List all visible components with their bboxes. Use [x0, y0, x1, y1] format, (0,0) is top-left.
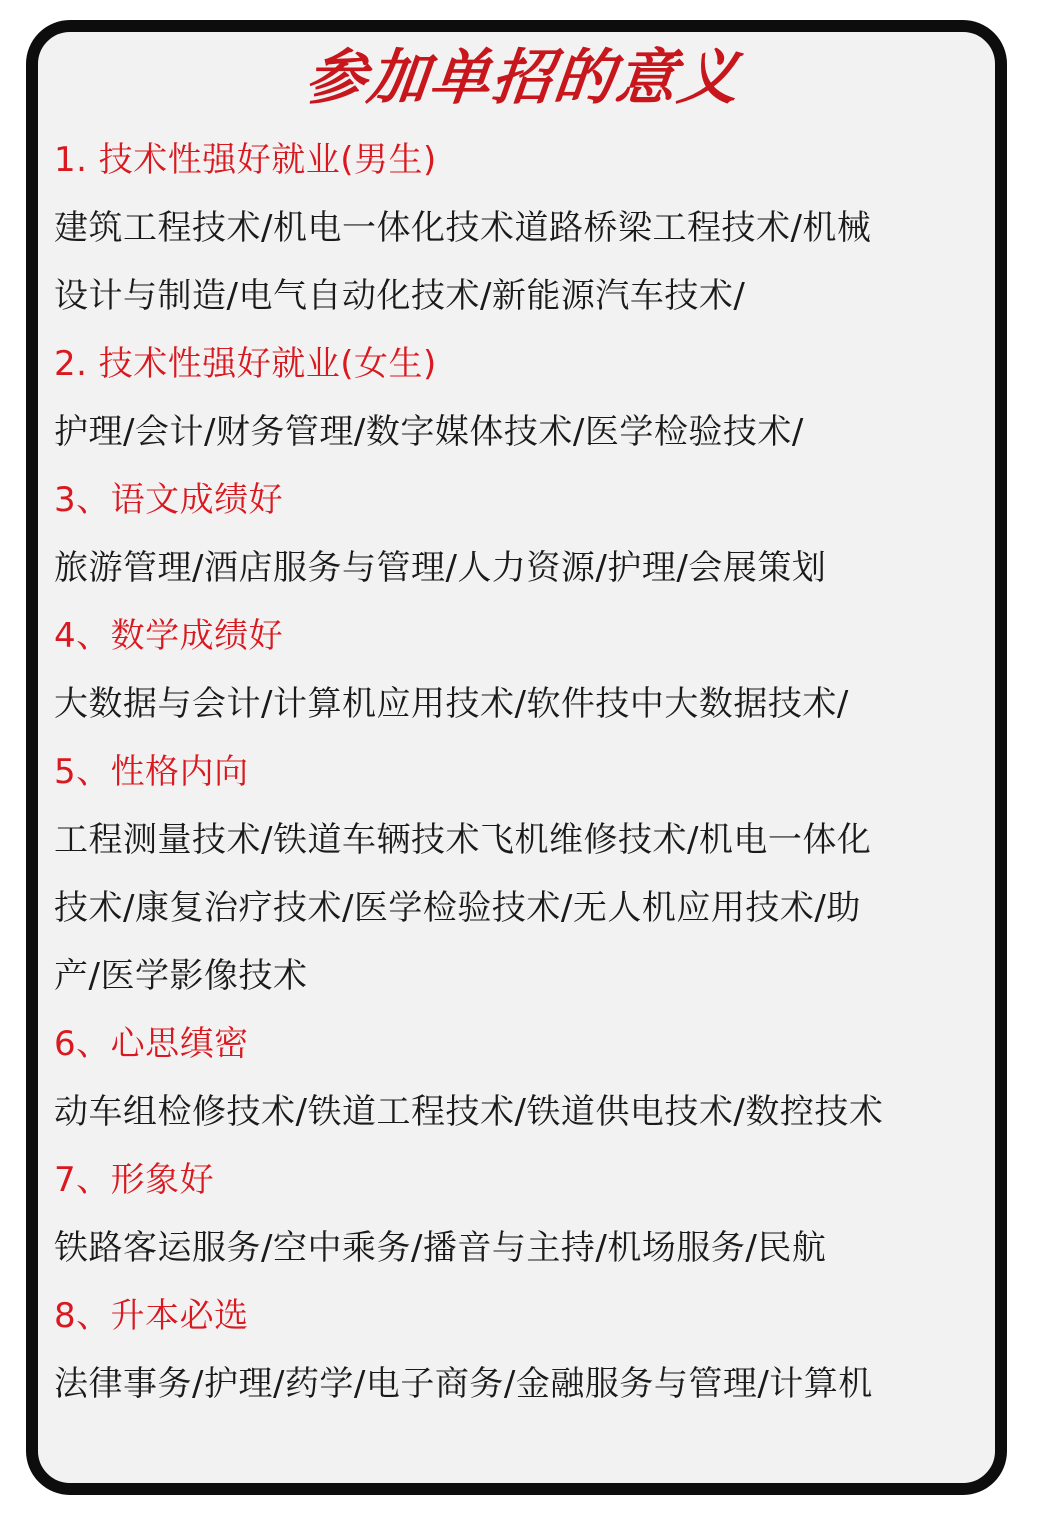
section-heading: 4、数学成绩好: [54, 616, 284, 656]
section-heading: 8、升本必选: [54, 1296, 249, 1336]
section-line: 铁路客运服务/空中乘务/播音与主持/机场服务/民航: [54, 1228, 827, 1268]
sections-list: [54, 126, 1004, 1418]
section-heading: 3、语文成绩好: [54, 480, 284, 520]
section-line: 旅游管理/酒店服务与管理/人力资源/护理/会展策划: [54, 548, 827, 588]
section-heading: 2. 技术性强好就业(女生): [54, 344, 437, 384]
section-line: 建筑工程技术/机电一体化技术道路桥梁工程技术/机械: [54, 208, 872, 248]
section-heading: 6、心思缜密: [54, 1024, 249, 1064]
section-line: 动车组检修技术/铁道工程技术/铁道供电技术/数控技术: [54, 1092, 884, 1132]
section-line: 产/医学影像技术: [54, 956, 308, 996]
section-line: 护理/会计/财务管理/数字媒体技术/医学检验技术/: [54, 412, 804, 452]
section-line: 大数据与会计/计算机应用技术/软件技中大数据技术/: [54, 684, 849, 724]
section-heading: 7、形象好: [54, 1160, 215, 1200]
section-line: 设计与制造/电气自动化技术/新能源汽车技术/: [54, 276, 746, 316]
section-heading: 5、性格内向: [54, 752, 249, 792]
section-line: 法律事务/护理/药学/电子商务/金融服务与管理/计算机: [54, 1364, 873, 1404]
page-title: 参加单招的意义: [302, 43, 744, 113]
section-line: 工程测量技术/铁道车辆技术飞机维修技术/机电一体化: [54, 820, 872, 860]
section-line: 技术/康复治疗技术/医学检验技术/无人机应用技术/助: [54, 888, 861, 928]
section-heading: 1. 技术性强好就业(男生): [54, 140, 437, 180]
